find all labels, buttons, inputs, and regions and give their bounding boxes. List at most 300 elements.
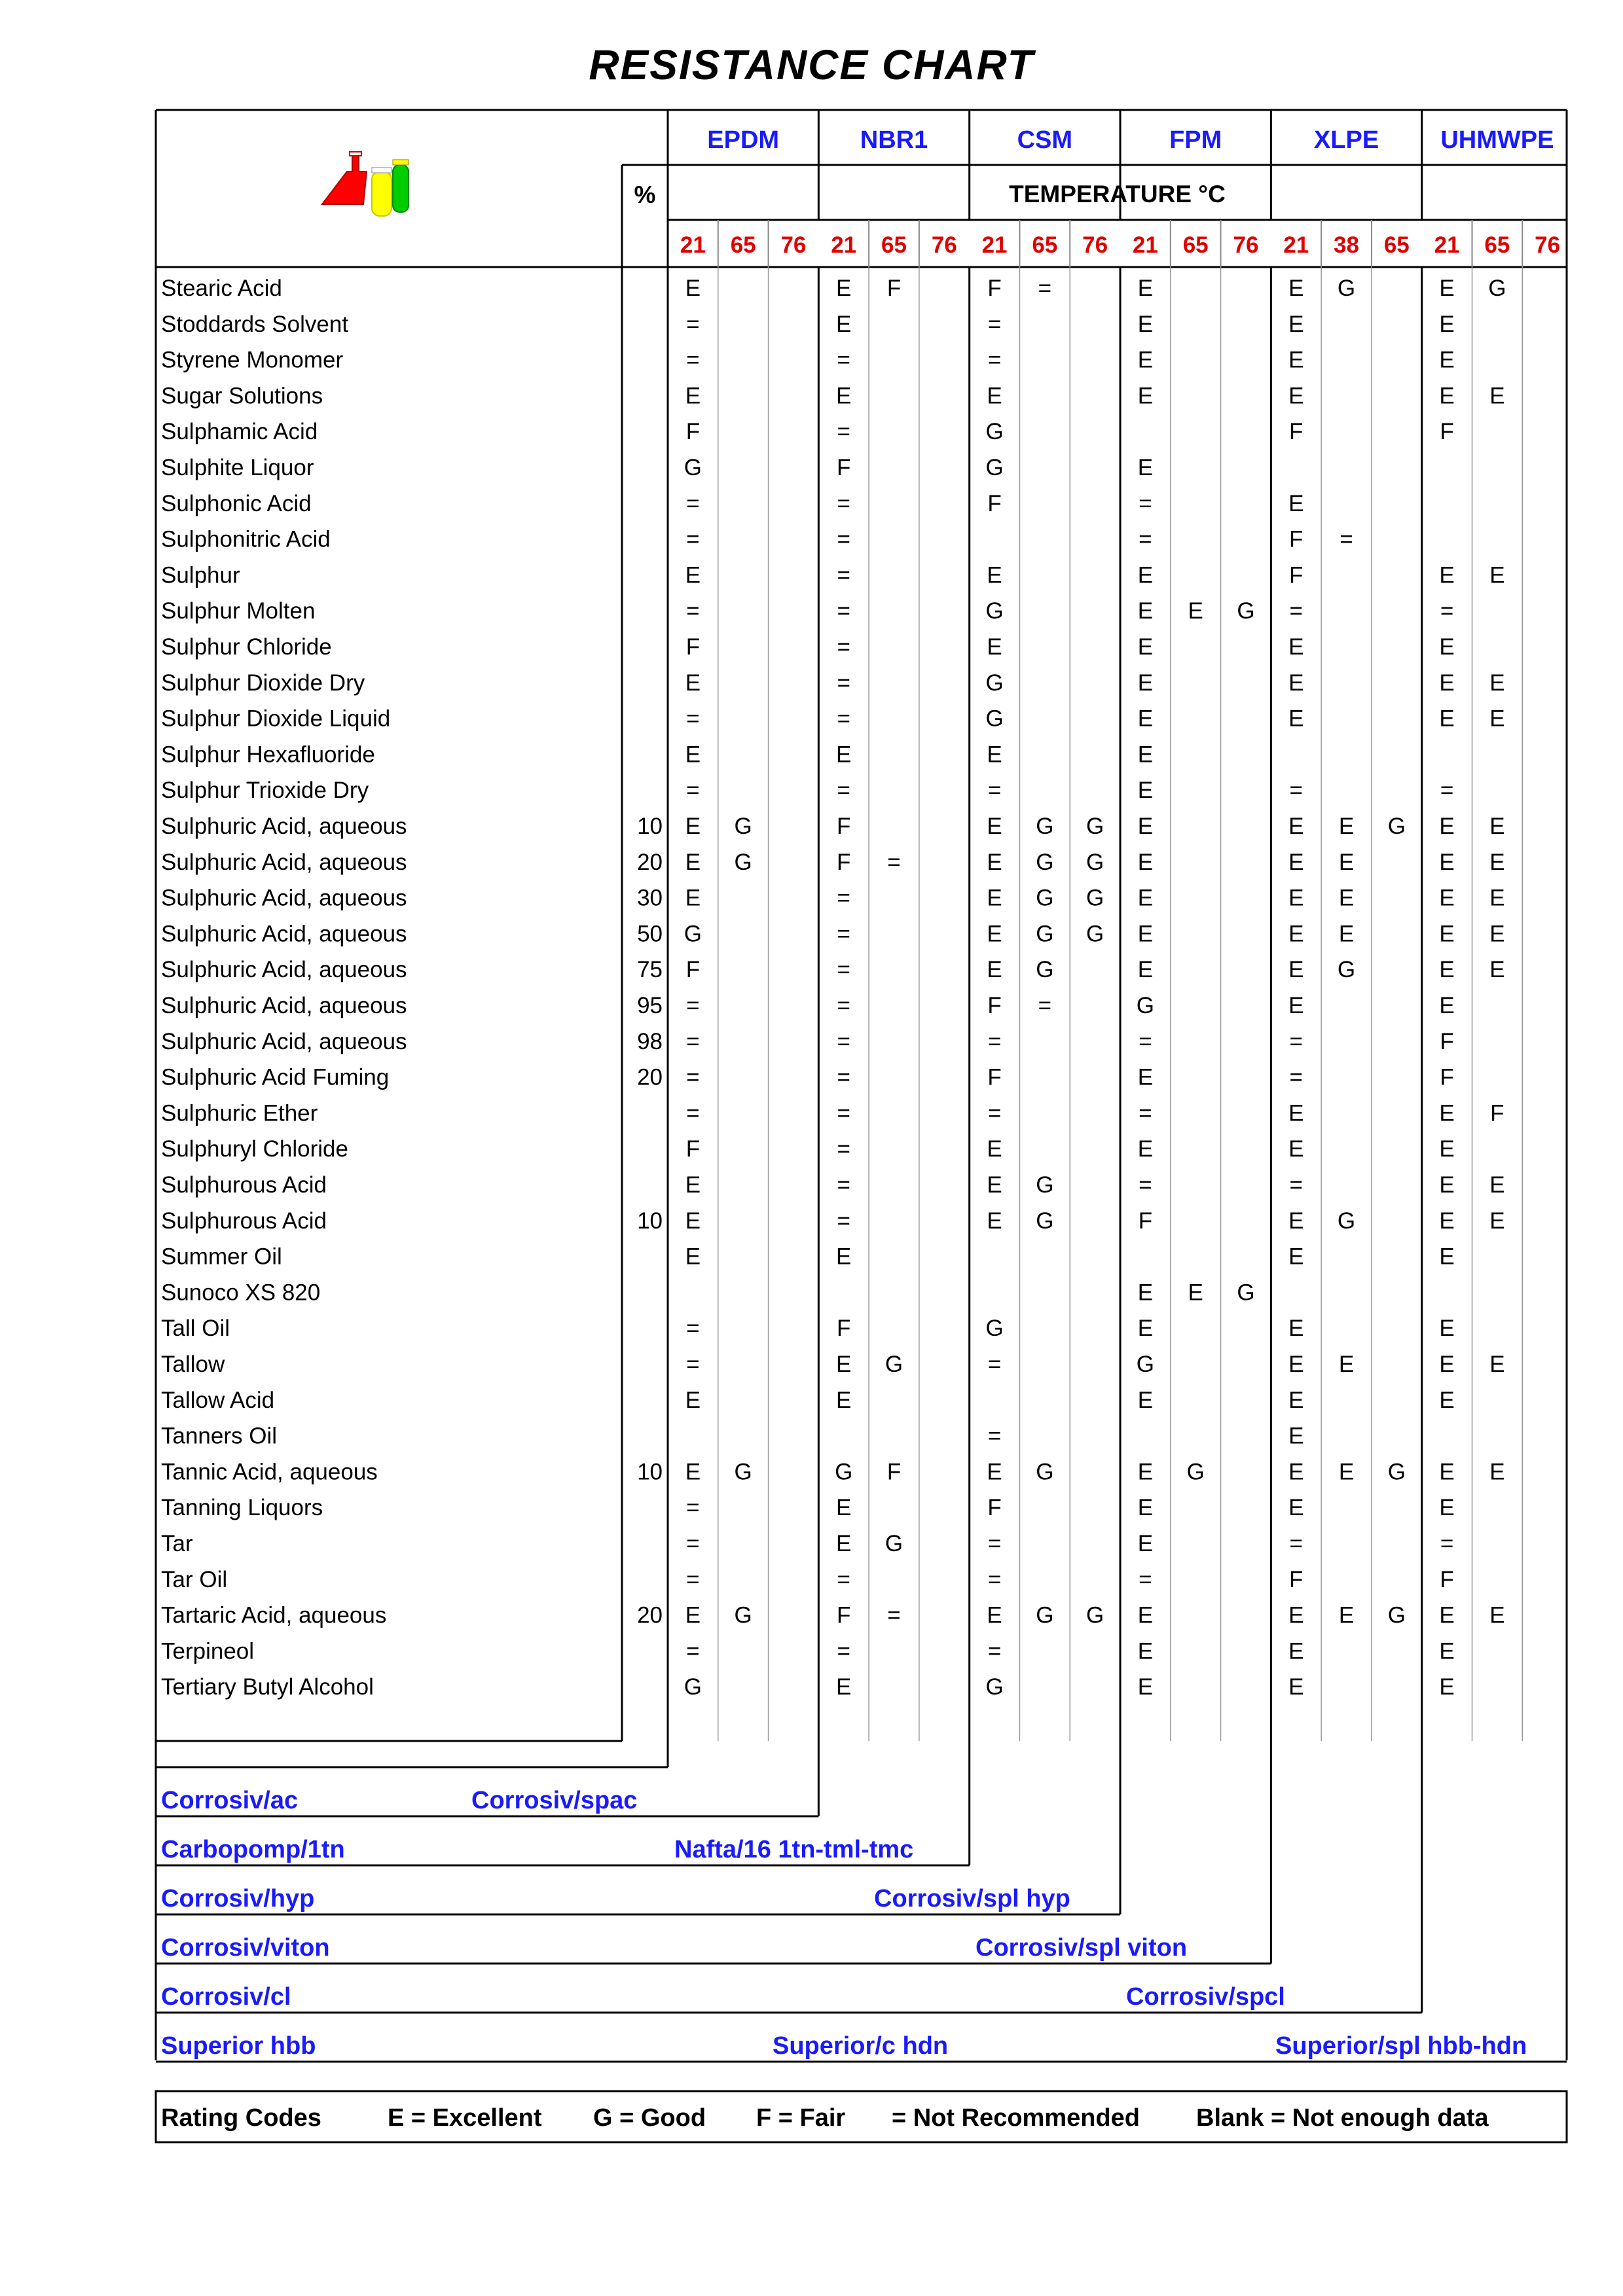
- rating-cell: E: [987, 1602, 1002, 1628]
- rating-cell: G: [1337, 276, 1356, 301]
- chemical-name: Sulphur Dioxide Dry: [161, 670, 365, 696]
- rating-cell: E: [1338, 849, 1355, 875]
- rating-cell: G: [1036, 1459, 1054, 1485]
- temperature-label: 21: [831, 232, 857, 258]
- rating-cell: =: [686, 598, 700, 624]
- rating-cell: E: [1288, 1136, 1304, 1162]
- rating-cell: E: [1137, 1136, 1154, 1162]
- rating-cell: G: [835, 1459, 853, 1485]
- rating-cell: F: [1289, 419, 1304, 445]
- rating-cell: E: [987, 742, 1002, 768]
- rating-cell: E: [1439, 1208, 1455, 1234]
- rating-cell: F: [886, 1459, 902, 1485]
- rating-cell: =: [686, 347, 700, 373]
- rating-cell: E: [1137, 1064, 1154, 1090]
- rating-cell: =: [837, 1566, 850, 1592]
- rating-cell: =: [837, 706, 850, 732]
- temperature-label: 21: [981, 232, 1008, 258]
- rating-cell: F: [837, 1602, 851, 1628]
- rating-cell: E: [1137, 347, 1154, 373]
- chemical-name: Sulphurous Acid: [161, 1208, 327, 1234]
- chemical-name: Sulphur: [161, 562, 240, 588]
- rating-cell: G: [985, 455, 1004, 480]
- rating-cell: =: [837, 885, 850, 911]
- rating-cell: E: [987, 383, 1002, 409]
- rating-cell: E: [685, 276, 701, 301]
- rating-cell: =: [837, 1064, 850, 1090]
- rating-cell: E: [1288, 383, 1304, 409]
- rating-cell: =: [987, 1028, 1002, 1054]
- chemical-name: Sulphur Hexafluoride: [161, 742, 375, 768]
- rating-cell: F: [1440, 1064, 1454, 1090]
- chemical-name: Tanners Oil: [161, 1423, 278, 1449]
- rating-cell: E: [1288, 957, 1304, 983]
- rating-cell: =: [1289, 1172, 1303, 1198]
- footer-mid-code: Nafta/16 1tn-tml-tmc: [674, 1836, 914, 1863]
- rating-cell: =: [887, 849, 901, 875]
- rating-cell: =: [686, 1316, 700, 1342]
- rating-cell: E: [1137, 1638, 1154, 1664]
- rating-cell: E: [1489, 957, 1505, 983]
- temperature-label: 38: [1334, 232, 1359, 258]
- chemical-name: Sunoco XS 820: [161, 1280, 321, 1306]
- rating-cell: E: [1137, 1280, 1154, 1306]
- rating-cell: F: [837, 1316, 851, 1342]
- rating-cell: F: [1289, 1566, 1304, 1592]
- rating-cell: E: [1288, 993, 1304, 1018]
- rating-cell: G: [1136, 993, 1155, 1018]
- rating-cell: =: [837, 993, 850, 1018]
- chemical-name: Tall Oil: [161, 1316, 230, 1342]
- rating-cell: F: [987, 993, 1002, 1018]
- rating-cell: =: [887, 1602, 901, 1628]
- temperature-label: 65: [1032, 232, 1058, 258]
- rating-cell: G: [1086, 921, 1104, 947]
- green-tube-icon: [393, 165, 409, 212]
- rating-cell: G: [684, 1674, 702, 1700]
- temperature-label: 65: [1484, 232, 1510, 258]
- rating-cell: E: [987, 1136, 1002, 1162]
- rating-cell: E: [1288, 706, 1304, 732]
- rating-cell: E: [1288, 634, 1304, 660]
- rating-cell: F: [1289, 526, 1304, 552]
- rating-cell: E: [1288, 1638, 1304, 1664]
- rating-cell: =: [987, 1100, 1002, 1126]
- rating-cell: =: [837, 526, 850, 552]
- chemical-name: Tar: [161, 1531, 193, 1556]
- page-title: RESISTANCE CHART: [589, 41, 1034, 88]
- chemical-name: Tanning Liquors: [161, 1495, 323, 1521]
- chemical-name: Sulphurous Acid: [161, 1172, 327, 1198]
- chemical-name: Sulphonic Acid: [161, 490, 312, 516]
- rating-cell: E: [1137, 1674, 1154, 1700]
- rating-cell: E: [836, 1531, 852, 1556]
- concentration-value: 95: [637, 993, 663, 1018]
- concentration-value: 75: [637, 957, 663, 983]
- rating-cell: E: [1489, 1352, 1505, 1377]
- rating-cell: F: [987, 1064, 1002, 1090]
- rating-cell: E: [1338, 1459, 1355, 1485]
- rating-cell: E: [1137, 849, 1154, 875]
- rating-cell: G: [1036, 849, 1054, 875]
- rating-cell: G: [1387, 1459, 1406, 1485]
- lab-flasks-icon: [322, 152, 409, 216]
- temperature-label: 65: [1182, 232, 1209, 258]
- rating-cell: E: [685, 1602, 701, 1628]
- rating-cell: E: [1137, 814, 1154, 839]
- rating-cell: E: [1288, 885, 1304, 911]
- footer-mid-code: Corrosiv/spl hyp: [874, 1885, 1070, 1912]
- concentration-value: 20: [637, 1064, 663, 1090]
- rating-cell: E: [1288, 921, 1304, 947]
- footer-left-code: Corrosiv/cl: [161, 1983, 291, 2011]
- rating-cell: E: [1439, 1352, 1455, 1377]
- concentration-value: 98: [637, 1028, 663, 1054]
- chemical-name: Sulphuric Acid, aqueous: [161, 849, 407, 875]
- rating-cell: E: [1137, 562, 1154, 588]
- rating-cell: E: [1439, 1172, 1455, 1198]
- chemical-name: Stoddards Solvent: [161, 311, 349, 337]
- footer-mid-code: Corrosiv/spl viton: [976, 1934, 1188, 1962]
- rating-cell: G: [1387, 1602, 1406, 1628]
- rating-cell: =: [987, 1531, 1002, 1556]
- rating-cell: E: [685, 814, 701, 839]
- rating-cell: F: [1289, 562, 1304, 588]
- rating-cell: E: [1288, 1459, 1304, 1485]
- rating-cell: F: [1440, 1028, 1454, 1054]
- rating-cell: =: [1340, 526, 1353, 552]
- rating-cell: G: [1086, 849, 1104, 875]
- rating-cell: E: [1439, 706, 1455, 732]
- temperature-label: 65: [730, 232, 756, 258]
- rating-cell: E: [1288, 1316, 1304, 1342]
- rating-cell: =: [837, 778, 850, 804]
- temperature-label: 21: [1434, 232, 1460, 258]
- temperature-label: 76: [1535, 232, 1561, 258]
- chemical-name: Summer Oil: [161, 1244, 282, 1270]
- rating-cell: E: [836, 383, 852, 409]
- rating-cell: F: [987, 1495, 1002, 1521]
- rating-cell: E: [1137, 957, 1154, 983]
- rating-cell: E: [1338, 921, 1355, 947]
- rating-cell: G: [1036, 814, 1054, 839]
- rating-cell: F: [1490, 1100, 1504, 1126]
- rating-cell: E: [987, 885, 1002, 911]
- rating-cell: F: [685, 957, 701, 983]
- rating-cell: E: [1489, 706, 1505, 732]
- concentration-value: 10: [637, 1459, 663, 1485]
- rating-cell: F: [1440, 419, 1454, 445]
- rating-cell: =: [987, 311, 1002, 337]
- rating-cell: =: [686, 311, 700, 337]
- rating-cell: E: [685, 383, 701, 409]
- chemical-name: Sulphuryl Chloride: [161, 1136, 348, 1162]
- rating-cell: E: [1137, 921, 1154, 947]
- rating-cell: =: [837, 419, 850, 445]
- legend-good: G = Good: [593, 2104, 706, 2132]
- chemical-name: Sulphur Chloride: [161, 634, 332, 660]
- rating-cell: G: [1086, 885, 1104, 911]
- chemical-name: Sulphuric Ether: [161, 1100, 318, 1126]
- rating-cell: G: [1237, 598, 1255, 624]
- rating-cell: E: [1137, 276, 1154, 301]
- chemical-name: Terpineol: [161, 1638, 255, 1664]
- rating-cell: F: [685, 419, 701, 445]
- rating-cell: G: [985, 670, 1004, 696]
- rating-cell: G: [985, 1316, 1004, 1342]
- chemical-name: Sulphite Liquor: [161, 455, 314, 480]
- rating-cell: =: [1289, 598, 1303, 624]
- rating-cell: =: [686, 1531, 700, 1556]
- rating-cell: E: [685, 849, 701, 875]
- rating-cell: E: [1137, 1316, 1154, 1342]
- rating-cell: F: [1138, 1208, 1153, 1234]
- rating-cell: E: [1288, 1495, 1304, 1521]
- concentration-value: 10: [637, 814, 663, 839]
- material-header-uhmwpe: UHMWPE: [1440, 126, 1554, 154]
- legend-excellent: E = Excellent: [388, 2104, 542, 2132]
- rating-cell: E: [836, 742, 852, 768]
- rating-cell: E: [987, 849, 1002, 875]
- rating-cell: =: [1440, 598, 1454, 624]
- rating-cell: E: [836, 1495, 852, 1521]
- rating-cell: =: [837, 921, 850, 947]
- rating-cell: G: [1036, 885, 1054, 911]
- rating-cell: E: [1489, 1172, 1505, 1198]
- rating-cell: F: [837, 455, 851, 480]
- rating-cell: E: [836, 311, 852, 337]
- rating-cell: =: [837, 634, 850, 660]
- rating-cell: =: [837, 1136, 850, 1162]
- rating-cell: E: [1188, 598, 1203, 624]
- chemical-name: Tar Oil: [161, 1566, 228, 1592]
- rating-cell: E: [1489, 921, 1505, 947]
- footer-left-code: Superior hbb: [161, 2032, 316, 2060]
- rating-cell: E: [1489, 562, 1505, 588]
- rating-cell: =: [1289, 1064, 1303, 1090]
- chemical-name: Tannic Acid, aqueous: [161, 1459, 378, 1485]
- rating-cell: E: [836, 1387, 852, 1413]
- chemical-name: Sulphamic Acid: [161, 419, 318, 445]
- rating-cell: E: [1288, 276, 1304, 301]
- rating-cell: E: [1288, 311, 1304, 337]
- rating-cell: =: [837, 598, 850, 624]
- chemical-name: Tallow: [161, 1352, 225, 1377]
- rating-cell: E: [1489, 383, 1505, 409]
- rating-cell: =: [837, 562, 850, 588]
- rating-cell: E: [1439, 383, 1455, 409]
- rating-cell: E: [1439, 885, 1455, 911]
- rating-cell: =: [987, 1352, 1002, 1377]
- footer-right-code: Superior/spl hbb-hdn: [1275, 2032, 1527, 2060]
- rating-cell: E: [1439, 1387, 1455, 1413]
- red-flask-icon: [322, 154, 367, 204]
- rating-cell: E: [685, 562, 701, 588]
- rating-cell: E: [1439, 1495, 1455, 1521]
- chemical-name: Sulphuric Acid, aqueous: [161, 993, 407, 1018]
- chemical-name: Sulphur Molten: [161, 598, 316, 624]
- rating-cell: =: [1289, 1531, 1303, 1556]
- rating-cell: G: [734, 849, 752, 875]
- rating-cell: =: [837, 347, 850, 373]
- rating-cell: =: [686, 490, 700, 516]
- rating-cell: G: [734, 1459, 752, 1485]
- rating-cell: G: [1036, 921, 1054, 947]
- rating-cell: E: [1439, 1316, 1455, 1342]
- footer-left-code: Corrosiv/viton: [161, 1934, 330, 1962]
- rating-cell: G: [985, 419, 1004, 445]
- rating-cell: G: [1387, 814, 1406, 839]
- rating-cell: G: [1136, 1352, 1155, 1377]
- rating-cell: E: [1137, 670, 1154, 696]
- rating-cell: E: [1137, 1531, 1154, 1556]
- rating-cell: E: [1439, 957, 1455, 983]
- rating-cell: =: [1289, 778, 1303, 804]
- rating-cell: E: [1338, 885, 1355, 911]
- rating-cell: E: [1137, 1495, 1154, 1521]
- rating-cell: E: [1137, 706, 1154, 732]
- rating-cell: =: [686, 1495, 700, 1521]
- chemical-name: Styrene Monomer: [161, 347, 344, 373]
- legend-blank: Blank = Not enough data: [1196, 2104, 1489, 2132]
- rating-cell: E: [1489, 1208, 1505, 1234]
- rating-cell: E: [685, 885, 701, 911]
- rating-cell: E: [836, 1244, 852, 1270]
- rating-cell: E: [1288, 1100, 1304, 1126]
- chemical-name: Tallow Acid: [161, 1387, 275, 1413]
- rating-cell: E: [1439, 1602, 1455, 1628]
- rating-cell: =: [1139, 526, 1152, 552]
- rating-cell: G: [884, 1352, 903, 1377]
- rating-cell: F: [837, 849, 851, 875]
- rating-cell: E: [1137, 885, 1154, 911]
- rating-cell: E: [1439, 849, 1455, 875]
- rating-cell: E: [685, 1208, 701, 1234]
- rating-cell: G: [985, 1674, 1004, 1700]
- chemical-name: Sulphuric Acid Fuming: [161, 1064, 390, 1090]
- rating-cell: E: [1137, 598, 1154, 624]
- rating-cell: =: [686, 1028, 700, 1054]
- rating-cell: E: [1288, 1208, 1304, 1234]
- temperature-label: 21: [1283, 232, 1309, 258]
- rating-cell: E: [987, 814, 1002, 839]
- rating-cell: F: [987, 276, 1002, 301]
- rating-cell: E: [1489, 849, 1505, 875]
- legend-fair: F = Fair: [756, 2104, 846, 2132]
- rating-cell: G: [684, 455, 702, 480]
- rating-cell: E: [1489, 1602, 1505, 1628]
- rating-cell: E: [1288, 814, 1304, 839]
- material-header-epdm: EPDM: [707, 126, 780, 154]
- rating-cell: =: [837, 670, 850, 696]
- concentration-value: 20: [637, 849, 663, 875]
- rating-cell: E: [1288, 490, 1304, 516]
- rating-cell: E: [1439, 347, 1455, 373]
- rating-cell: =: [1139, 1028, 1152, 1054]
- rating-cell: E: [1439, 562, 1455, 588]
- chemical-name: Sulphur Trioxide Dry: [161, 778, 369, 804]
- rating-cell: G: [884, 1531, 903, 1556]
- rating-cell: =: [686, 1352, 700, 1377]
- rating-cell: E: [1439, 634, 1455, 660]
- rating-cell: =: [686, 993, 700, 1018]
- chemical-name: Sulphuric Acid, aqueous: [161, 957, 407, 983]
- rating-cell: E: [1439, 921, 1455, 947]
- rating-cell: G: [1036, 1208, 1054, 1234]
- rating-cell: E: [987, 1172, 1002, 1198]
- rating-cell: =: [987, 1566, 1002, 1592]
- temperature-label: 21: [680, 232, 706, 258]
- rating-cell: F: [685, 634, 701, 660]
- rating-cell: E: [685, 1387, 701, 1413]
- rating-cell: G: [1036, 1602, 1054, 1628]
- rating-cell: =: [1289, 1028, 1303, 1054]
- rating-cell: E: [1439, 814, 1455, 839]
- material-header-fpm: FPM: [1169, 126, 1222, 154]
- rating-cell: E: [1338, 1602, 1355, 1628]
- rating-cell: =: [987, 1638, 1002, 1664]
- rating-cell: =: [837, 1028, 850, 1054]
- rating-cell: =: [1139, 490, 1152, 516]
- rating-cell: =: [686, 1100, 700, 1126]
- temperature-label: 21: [1132, 232, 1158, 258]
- rating-cell: F: [837, 814, 851, 839]
- chemical-name: Sulphonitric Acid: [161, 526, 331, 552]
- rating-cell: E: [1137, 455, 1154, 480]
- rating-cell: E: [1439, 1100, 1455, 1126]
- rating-cell: E: [685, 670, 701, 696]
- rating-cell: E: [1137, 778, 1154, 804]
- rating-cell: G: [1337, 957, 1356, 983]
- rating-cell: E: [1439, 1638, 1455, 1664]
- rating-cell: E: [685, 1459, 701, 1485]
- chemical-name: Sulphuric Acid, aqueous: [161, 885, 407, 911]
- rating-cell: G: [985, 706, 1004, 732]
- concentration-value: 50: [637, 921, 663, 947]
- rating-cell: E: [1137, 1387, 1154, 1413]
- rating-cell: E: [987, 921, 1002, 947]
- rating-cell: F: [1440, 1566, 1454, 1592]
- rating-cell: =: [686, 526, 700, 552]
- footer-left-code: Corrosiv/ac: [161, 1787, 299, 1814]
- yellow-tube-icon: [372, 171, 392, 216]
- percent-header: %: [634, 181, 656, 208]
- rating-cell: G: [684, 921, 702, 947]
- rating-cell: E: [1288, 1352, 1304, 1377]
- rating-cell: E: [1288, 1423, 1304, 1449]
- temperature-header: TEMPERATURE °C: [1009, 181, 1226, 207]
- rating-cell: G: [734, 814, 752, 839]
- rating-cell: G: [1036, 957, 1054, 983]
- chemical-name: Sugar Solutions: [161, 383, 323, 409]
- rating-cell: E: [987, 957, 1002, 983]
- rating-cell: G: [1488, 276, 1506, 301]
- rating-cell: =: [837, 1172, 850, 1198]
- rating-cell: E: [1137, 1602, 1154, 1628]
- rating-cell: E: [1439, 993, 1455, 1018]
- chemical-name: Sulphuric Acid, aqueous: [161, 921, 407, 947]
- rating-cell: E: [1288, 1387, 1304, 1413]
- footer-mid-code: Corrosiv/spcl: [1126, 1983, 1285, 2011]
- temperature-label: 76: [1233, 232, 1259, 258]
- rating-cell: E: [1489, 670, 1505, 696]
- temperature-label: 76: [1082, 232, 1108, 258]
- temperature-label: 76: [931, 232, 957, 258]
- rating-cell: E: [987, 1208, 1002, 1234]
- rating-cell: G: [1086, 1602, 1104, 1628]
- rating-cell: =: [837, 1638, 850, 1664]
- rating-cell: E: [1439, 670, 1455, 696]
